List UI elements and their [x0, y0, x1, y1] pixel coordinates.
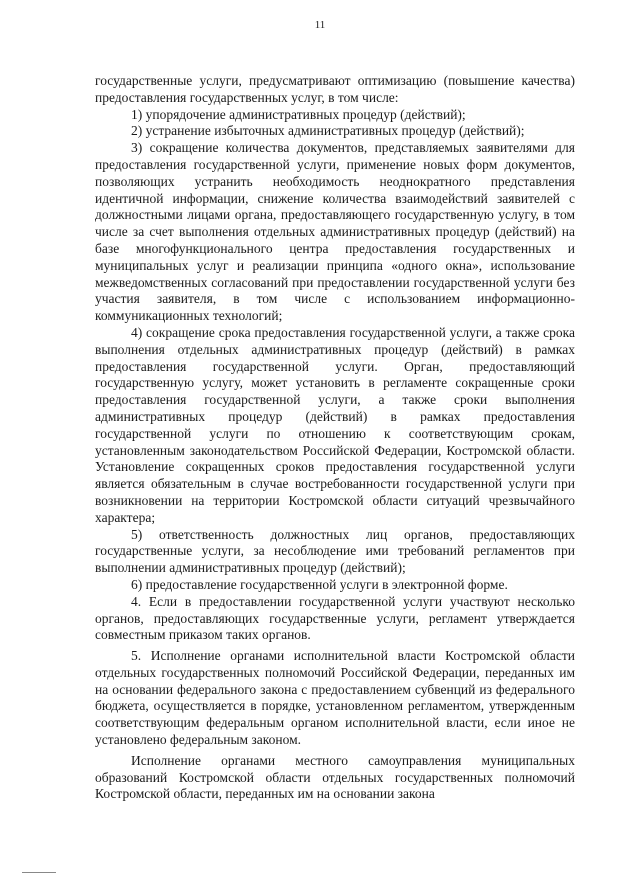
paragraph-clause-5: 5. Исполнение органами исполнительной власти Костромской области отдельных государственных полномочий Российской Федерации, переданных им на основании федерального закона с предоставлением субвенций из федерального бюджета, осуществляется в порядке, установленном регламентом, утвержденным соответствующим федеральным органом исполнительной власти, если иное не установлено федеральным законом.	[95, 648, 575, 748]
paragraph-clause-5-continued: Исполнение органами местного самоуправления муниципальных образований Костромской области отдельных государственных полномочий Костромской области, переданных им на основании закона	[95, 752, 575, 802]
paragraph-item-2: 2) устранение избыточных административных процедур (действий);	[131, 123, 525, 139]
paragraph-item-6: 6) предоставление государственной услуги в электронной форме.	[131, 576, 508, 592]
paragraph-clause-4: 4. Если в предоставлении государственной услуги участвуют несколько органов, предоставляющих государственные услуги, регламент утверждается совместным приказом таких органов.	[95, 593, 575, 643]
paragraph-item-1: 1) упорядочение административных процедур (действий);	[131, 106, 466, 122]
paragraph-item-5: 5) ответственность должностных лиц органов, предоставляющих государственные услуги, за несоблюдение ими требований регламентов при выполнении административных процедур (действий);	[95, 526, 575, 576]
paragraph-item-4: 4) сокращение срока предоставления государственной услуги, а также срока выполнения отдельных административных процедур (действий) в рамках предоставления государственной услуги. Орган, предоставляющий государственную услугу, может установить в регламенте сокращенные сроки предоставления государственной услуги, а также сроки выполнения административных процедур (действий) в рамках предоставления государственной услуги по отношению к соответствующим срокам, установленным законодательством Российской Федерации, Костромской области. Установление сокращенных сроков предоставления государственной услуги является обязательным в случае востребованности государственной услуги при возникновении на территории Костромской области ситуаций чрезвычайного характера;	[95, 324, 575, 525]
document-body	[95, 73, 575, 803]
footer-rule	[22, 872, 56, 873]
paragraph-item-3: 3) сокращение количества документов, представляемых заявителями для предоставления государственной услуги, применение новых форм документов, позволяющих устранить необходимость неоднократного представления идентичной информации, снижение количества взаимодействий заявителей с должностными лицами органа, предоставляющего государственную услугу, в том числе за счет выполнения отдельных административных процедур (действий) на базе многофункционального центра предоставления государственных и муниципальных услуг и реализации принципа «одного окна», использование межведомственных согласований при предоставлении государственной услуги без участия заявителя, в том числе с использованием информационно-коммуникационных технологий;	[95, 140, 575, 324]
paragraph-continuation: государственные услуги, предусматривают оптимизацию (повышение качества) предоставления государственных услуг, в том числе:	[95, 73, 575, 105]
page-number: 11	[314, 19, 326, 31]
